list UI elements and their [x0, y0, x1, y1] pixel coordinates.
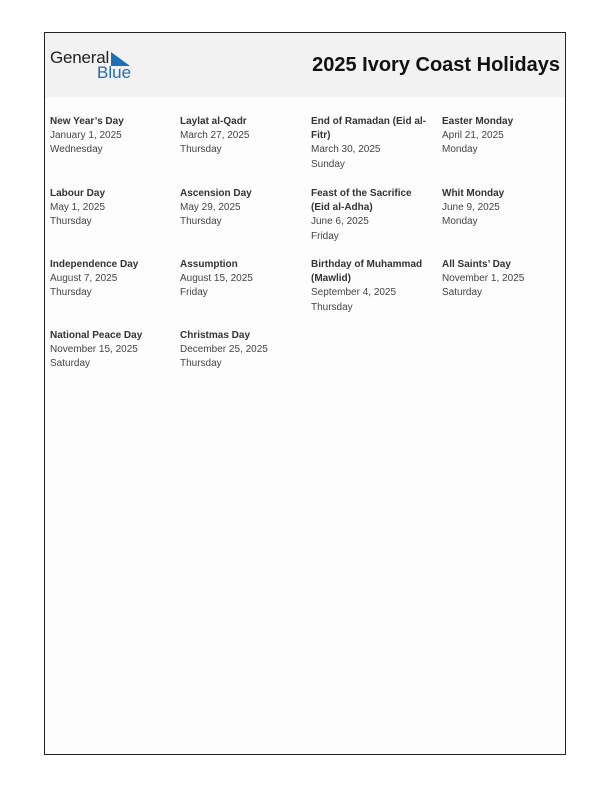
holiday-date: January 1, 2025: [50, 130, 122, 142]
holiday-item: [180, 187, 302, 230]
holiday-item: [180, 329, 302, 372]
generalblue-logo: [50, 48, 140, 84]
holiday-weekday: Sunday: [311, 158, 345, 170]
holiday-date: November 15, 2025: [50, 344, 138, 356]
holiday-date: June 6, 2025: [311, 216, 369, 228]
holiday-item: [311, 115, 429, 172]
holiday-item: [50, 329, 172, 372]
holiday-date: May 29, 2025: [180, 202, 241, 214]
holiday-name: Labour Day: [50, 188, 106, 199]
holiday-name: National Peace Day: [50, 330, 143, 341]
holiday-date: June 9, 2025: [442, 202, 500, 214]
holiday-item: [180, 115, 302, 158]
holiday-item: [50, 115, 172, 158]
holiday-weekday: Thursday: [50, 287, 92, 299]
holiday-name: Assumption: [180, 259, 238, 270]
holiday-name: End of Ramadan (Eid al-Fitr): [311, 116, 427, 142]
holiday-item: [442, 258, 564, 301]
holiday-name: All Saints’ Day: [442, 259, 511, 270]
holiday-name: Whit Monday: [442, 188, 505, 199]
holiday-item: [311, 187, 429, 244]
holiday-date: April 21, 2025: [442, 130, 504, 142]
logo-text-general: General: [50, 48, 110, 67]
holiday-date: May 1, 2025: [50, 202, 106, 214]
holiday-weekday: Thursday: [180, 216, 222, 228]
holiday-name: Easter Monday: [442, 116, 514, 127]
holiday-item: [50, 258, 172, 301]
holiday-date: September 4, 2025: [311, 287, 397, 299]
holiday-date: August 7, 2025: [50, 273, 118, 285]
holiday-item: [442, 115, 564, 158]
holiday-weekday: Saturday: [50, 358, 91, 370]
holiday-name: Birthday of Muhammad (Mawlid): [311, 259, 423, 285]
holiday-name: New Year’s Day: [50, 116, 124, 127]
holiday-date: December 25, 2025: [180, 344, 268, 356]
holiday-name: Laylat al-Qadr: [180, 116, 247, 127]
holiday-date: March 30, 2025: [311, 144, 381, 156]
holiday-item: [180, 258, 302, 301]
logo-text-blue: Blue: [97, 63, 132, 82]
holiday-weekday: Wednesday: [50, 144, 103, 156]
holiday-name: Independence Day: [50, 259, 139, 270]
calendar-frame: [44, 32, 566, 755]
holiday-date: August 15, 2025: [180, 273, 253, 285]
page-title: 2025 Ivory Coast Holidays: [312, 54, 560, 76]
holiday-weekday: Friday: [311, 230, 339, 242]
holiday-name: Feast of the Sacrifice (Eid al-Adha): [311, 188, 412, 214]
holiday-weekday: Thursday: [180, 358, 222, 370]
holiday-weekday: Thursday: [311, 301, 353, 313]
holiday-item: [311, 258, 429, 315]
holiday-weekday: Monday: [442, 144, 478, 156]
holiday-weekday: Friday: [180, 287, 208, 299]
holiday-weekday: Saturday: [442, 287, 483, 299]
holiday-item: [442, 187, 564, 230]
holiday-name: Ascension Day: [180, 188, 252, 199]
holiday-weekday: Thursday: [50, 216, 92, 228]
holiday-date: March 27, 2025: [180, 130, 250, 142]
holiday-item: [50, 187, 172, 230]
holiday-date: November 1, 2025: [442, 273, 525, 285]
holiday-weekday: Monday: [442, 216, 478, 228]
holiday-name: Christmas Day: [180, 330, 251, 341]
header-band: [45, 33, 565, 97]
holiday-weekday: Thursday: [180, 144, 222, 156]
